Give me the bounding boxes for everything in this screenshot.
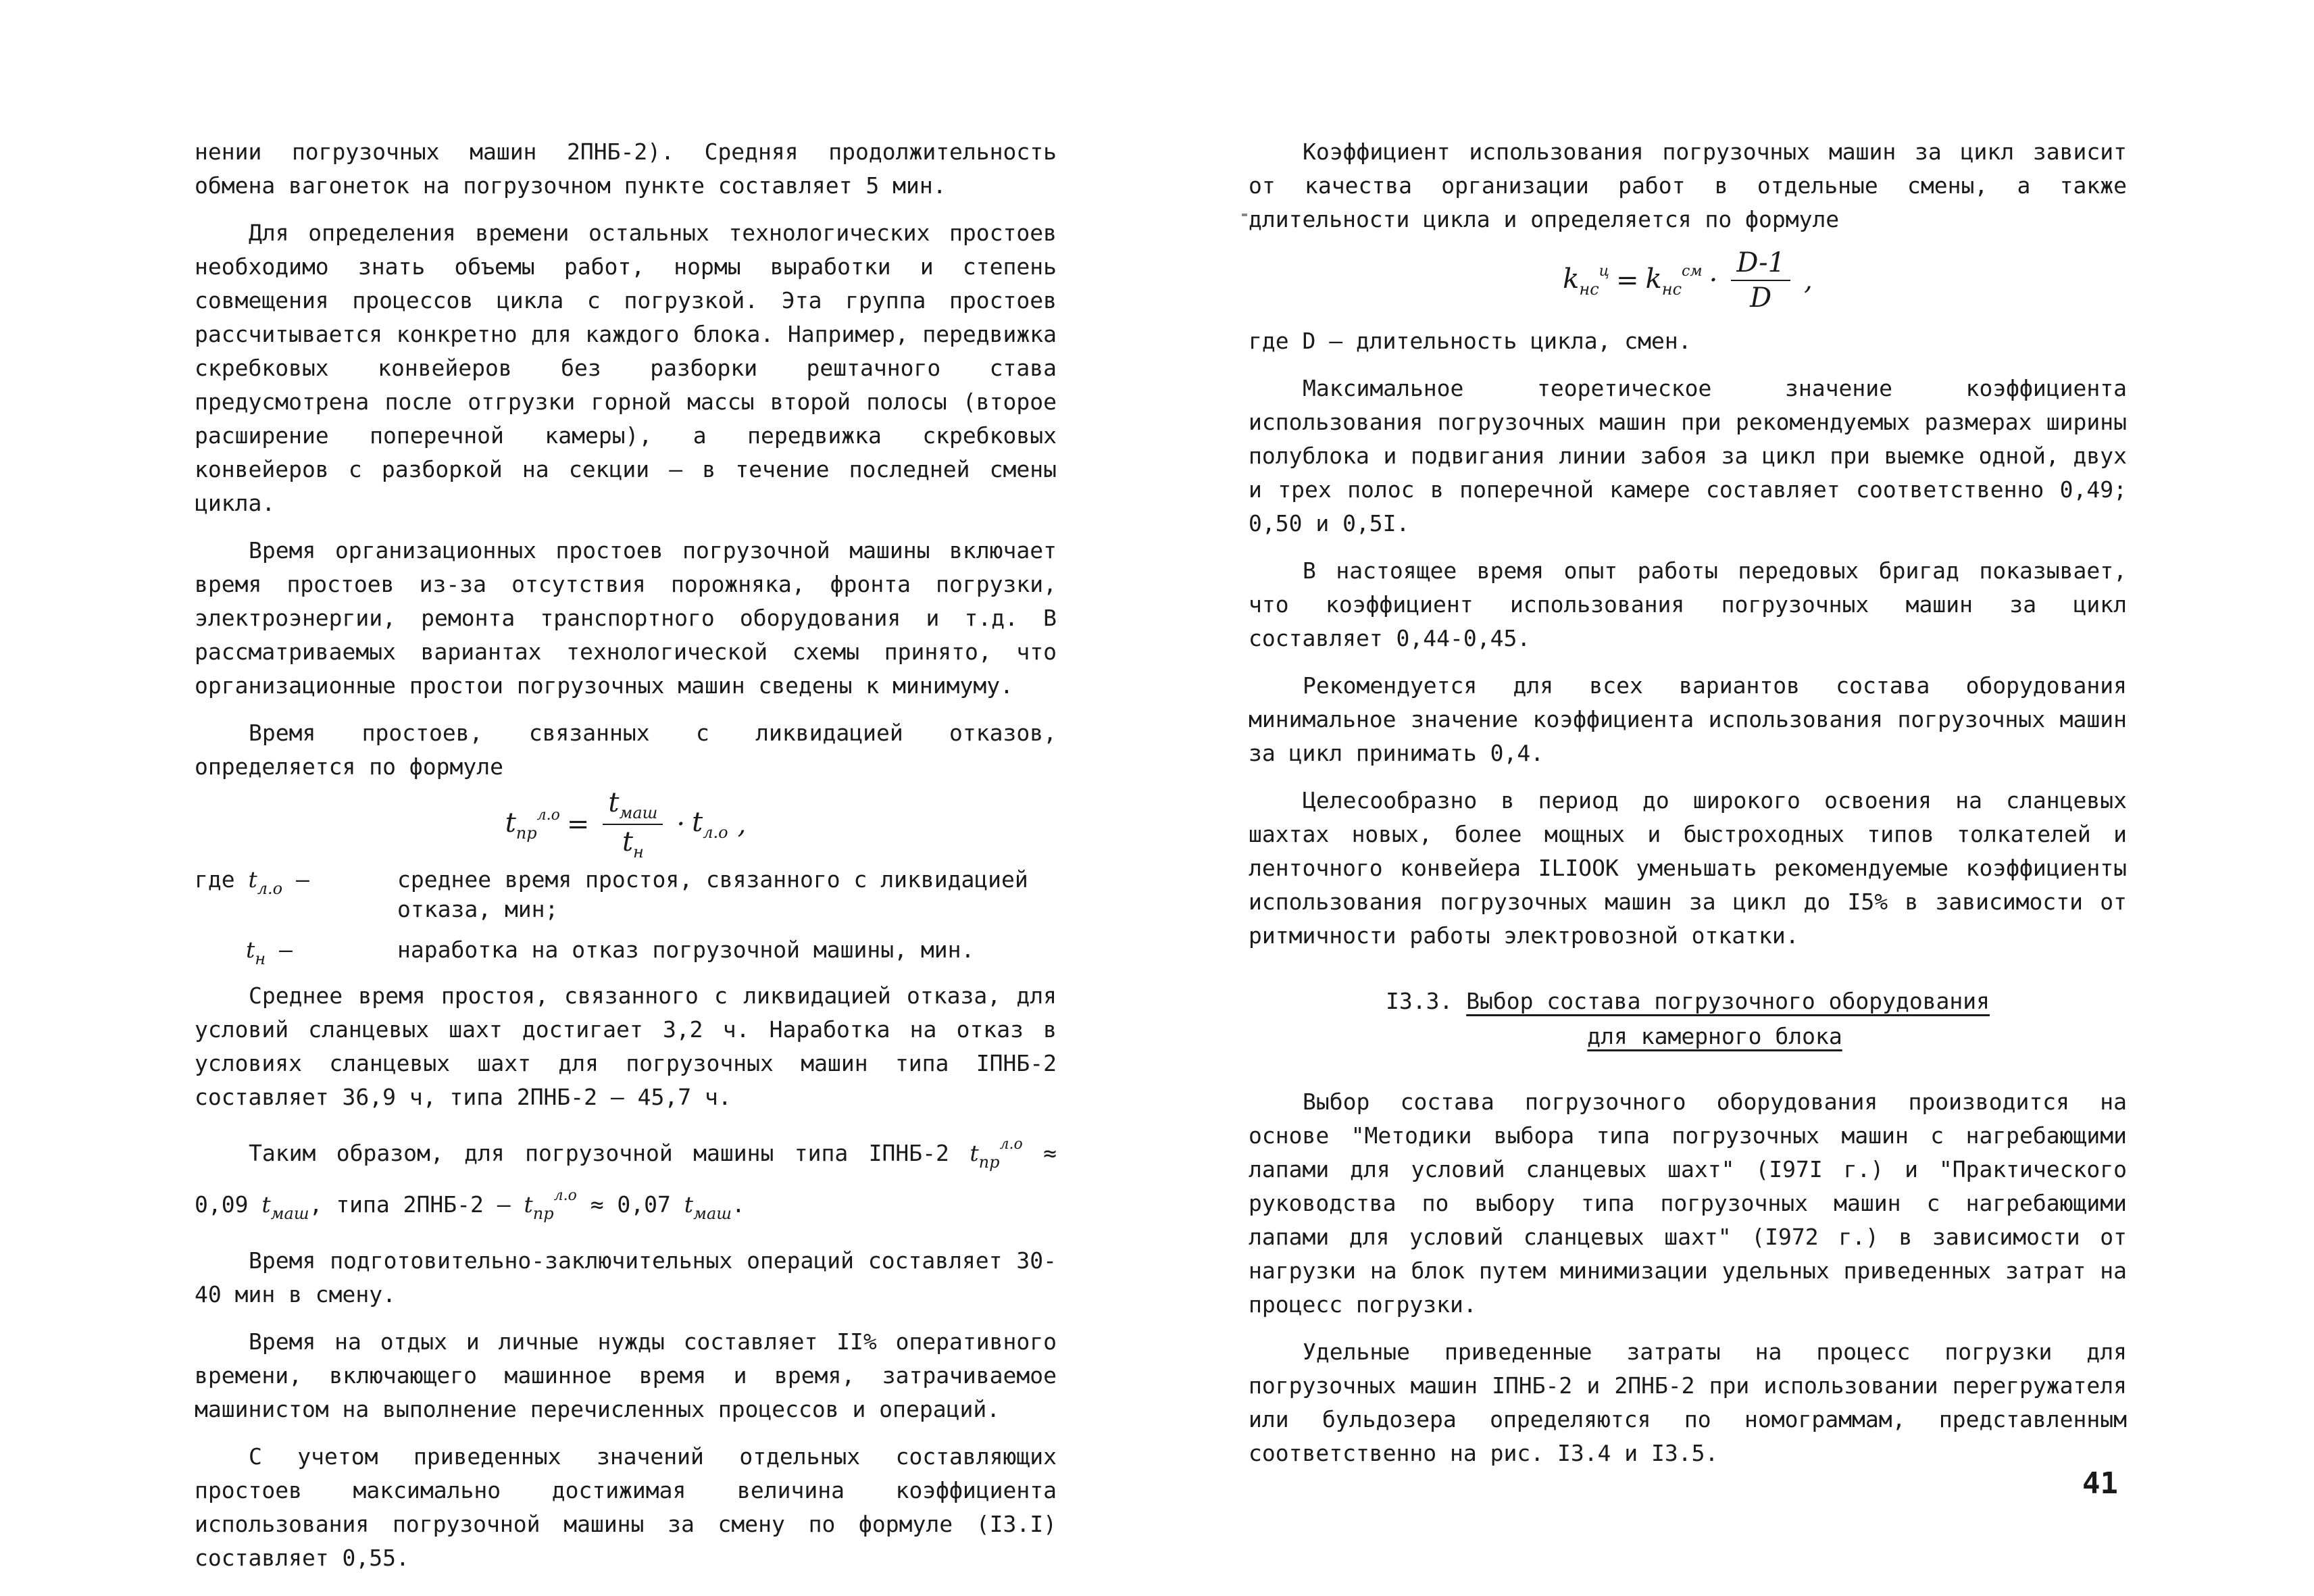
paragraph: Среднее время простоя, связанного с ликвидацией отказа, для условий сланцевых шахт достигает 3,2 ч. Наработка на отказ в условиях сланцевых шахт для погрузочных машин типа IПНБ-2 составляет 36,9 ч, типа 2ПНБ-2 – 45,7 ч.: [195, 982, 1057, 1110]
formula-legend-item: где $t_{л.о}$ – среднее время простоя, связанного с ликвидацией отказа, мин;: [195, 866, 1028, 922]
formula-failure-downtime: $t_{пр}^{л.о}$ = $\frac{t_{маш}}{t_н}$ · $t_{л.о}$ ,: [505, 787, 747, 862]
formula-legend-item: $t_н$ – наработка на отказ погрузочной машины, мин.: [246, 937, 975, 968]
left-column: [195, 135, 1057, 1575]
paragraph: Выбор состава погрузочного оборудования производится на основе "Методики выбора типа погрузочных машин с нагребающими лапами для условий сланцевых шахт" (I97I г.) и "Практического руководства по выбору типа погрузочных машин с нагребающими лапами для условий сланцевых шахт" (I972 г.) в зависимости от нагрузки на блок путем минимизации удельных приведенных затрат на процесс погрузки.: [1249, 1089, 2127, 1318]
formula-fraction: $\frac{D-1}{D}$: [1731, 247, 1790, 314]
paragraph: С учетом приведенных значений отдельных составляющих простоев максимально достижимая величина коэффициента использования погрузочной машины за смену по формуле (I3.I) составляет 0,55.: [195, 1443, 1057, 1571]
right-column: [1249, 135, 2127, 1470]
paragraph: Время на отдых и личные нужды составляет II% оперативного времени, включающего машинное время и время, затрачиваемое машинистом на выполнение перечисленных процессов и операций.: [195, 1328, 1057, 1422]
paragraph: Рекомендуется для всех вариантов состава оборудования минимальное значение коэффициента использования погрузочных машин за цикл принимать 0,4.: [1249, 672, 2127, 766]
paragraph: нении погрузочных машин 2ПНБ-2). Средняя продолжительность обмена вагонеток на погрузочном пункте составляет 5 мин.: [195, 139, 1057, 199]
section-heading: I3.3. Выбор состава погрузочного оборудования для камерного блока: [1385, 988, 1990, 1049]
paragraph: Для определения времени остальных технологических простоев необходимо знать объемы работ, нормы выработки и степень совмещения процессов цикла с погрузкой. Эта группа простоев рассчитывается конкретно для каждого блока. Например, передвижка скребковых конвейеров без разборки рештачного става предусмотрена после отгрузки горной массы второй полосы (второе расширение поперечной камеры), а передвижка скребковых конвейеров с разборкой на секции – в течение последней смены цикла.: [195, 220, 1057, 516]
page-number: 41: [2082, 1466, 2118, 1501]
formula-lhs: $t_{пр}^{л.о}$: [505, 806, 560, 843]
paragraph: Целесообразно в период до широкого освоения на сланцевых шахтах новых, более мощных и быстроходных типов толкателей и ленточного конвейера ILIOOK уменьшать рекомендуемые коэффициенты использования погрузочных машин за цикл до I5% в зависимости от ритмичности работы электровозной откатки.: [1249, 787, 2127, 949]
paragraph: Коэффициент использования погрузочных машин за цикл зависит от качества организации работ в отдельные смены, а также длительности цикла и определяется по формуле: [1249, 139, 2127, 232]
scan-mark: [1242, 214, 1247, 216]
paragraph: В настоящее время опыт работы передовых бригад показывает, что коэффициент использования погрузочных машин за цикл составляет 0,44-0,45.: [1249, 557, 2127, 651]
paragraph: Время организационных простоев погрузочной машины включает время простоев из-за отсутствия порожняка, фронта погрузки, электроэнергии, ремонта транспортного оборудования и т.д. В рассматриваемых вариантах технологической схемы принято, что организационные простои погрузочных машин сведены к минимуму.: [195, 537, 1057, 699]
paragraph: Удельные приведенные затраты на процесс погрузки для погрузочных машин IПНБ-2 и 2ПНБ-2 при использовании перегружателя или бульдозера определяются по номограммам, представленным соответственно на рис. I3.4 и I3.5.: [1249, 1339, 2127, 1466]
paragraph: Время простоев, связанных с ликвидацией отказов, определяется по формуле: [195, 720, 1057, 780]
paragraph: Максимальное теоретическое значение коэффициента использования погрузочных машин при рекомендуемых размерах ширины полублока и подвигания линии забоя за цикл при выемке одной, двух и трех полос в поперечной камере составляет соответственно 0,49; 0,50 и 0,5I.: [1249, 375, 2127, 537]
paragraph-inline-formula: Таким образом, для погрузочной машины типа IПНБ-2 $t_{пр}^{л.о} \approx 0,09$ $t_{маш}$, типа $2ПНБ-2 - t_{пр}^{л.о} \approx 0,07$ $t_{маш}$.: [195, 1136, 1057, 1223]
paragraph: где D – длительность цикла, смен.: [1249, 328, 1692, 354]
paragraph: Время подготовительно-заключительных операций составляет 30-40 мин в смену.: [195, 1247, 1057, 1307]
formula-utilization-cycle: $k_{нс}^ц$ = $k_{нс}^{см}$ · $\frac{D-1}{D}$ ,: [1563, 247, 1813, 314]
formula-fraction: $\frac{t_{маш}}{t_н}$: [603, 787, 663, 862]
